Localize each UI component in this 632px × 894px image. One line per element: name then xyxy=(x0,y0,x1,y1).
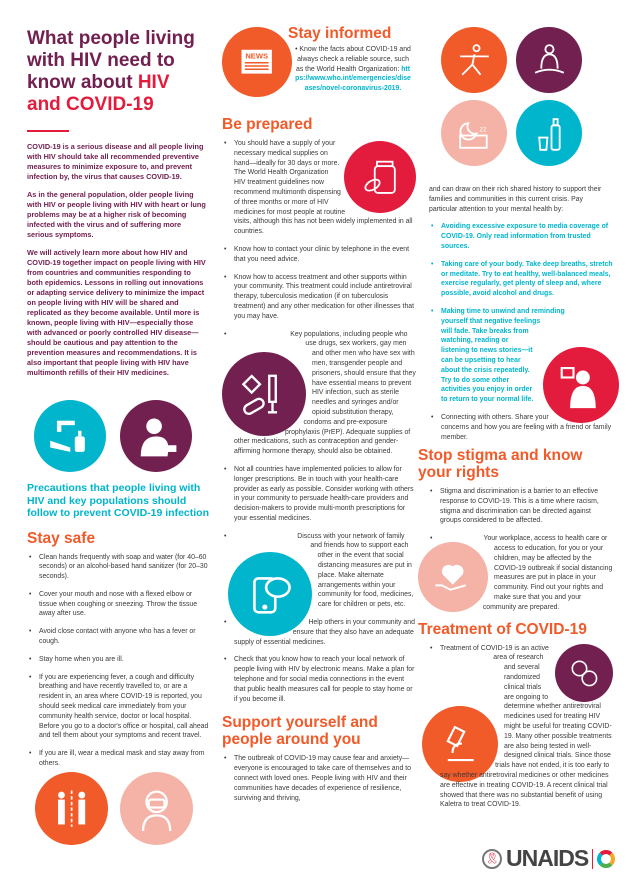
water-bottle-icon xyxy=(516,100,582,166)
unaids-logo xyxy=(482,845,615,872)
logo-divider xyxy=(592,849,593,869)
list-item: • Making time to unwind and reminding yourself that negative feelings will fade. Take breaks from watching, reading or listening to news stories—it can be upsetting to hear about the crisis repeatedly. Try to do some other activities you enjoy in order to return to your normal life. xyxy=(429,307,613,405)
list-item: • Avoiding excessive exposure to media coverage of COVID-19. Only read information from trusted sources. xyxy=(429,222,613,251)
intro xyxy=(27,142,207,378)
list-item: • The outbreak of COVID-19 may cause fear and anxiety—everyone is encouraged to take care of themselves and to connect with loved ones. People living with HIV and their communities have decades of experience of resilience, surviving and thriving, xyxy=(222,754,416,803)
list-item: • You should have a supply of your necessary medical supplies on hand—ideally for 30 days or more. The World Health Organization HIV treatment guidelines now recommend multimonth dispensing of three months or more of HIV medicines for most people at routine visits, although this has not been widely implemented in all countries. xyxy=(222,139,416,237)
virus-icon xyxy=(555,644,613,702)
intro-paragraph: As in the general population, older people living with HIV or people living with HIV with heart or lung problems may be at a higher risk of becoming infected with the virus and of suffering more serious symptoms. xyxy=(27,190,206,239)
list-item: • Discuss with your network of family and friends how to support each other in the event that social distancing measures are put in place. Make alternate arrangements within your community for food, medicines, care for children or pets, etc. xyxy=(222,532,416,610)
list-item: • Your workplace, access to health care or access to education, for you or your children, may be affected by the COVID-19 outbreak if social distancing measures are put in place in your community. Find out your rights and make sure that you and your community are prepared. xyxy=(428,534,613,612)
list-item: • Taking care of your body. Take deep breaths, stretch or meditate. Try to eat healthy, well-balanced meals, exercise regularly, get plenty of sleep and, where possible, avoid alcohol and drugs. xyxy=(429,260,613,299)
exercise-icon xyxy=(441,27,507,93)
stay-informed-text: • Know the facts about COVID-19 and always check a reliable source, such as the World Health Organization: https://www.who.int/emergencies/diseases/novel-coronavirus-2019. xyxy=(295,46,411,93)
list-item: • Treatment of COVID-19 is an active area of research and several randomized clinical trials are ongoing to determine whether antiretroviral medicines used for treating HIV might be useful for treating COVID-19. Many other possible treatments are also being tested in well-designed clinical trials. Since those trials have not ended, it is too early to say whether antiretroviral medicines or other medicines are effective in treating COVID-19. A recent clinical trial showed that there was no substantial benefit of using Kaletra to treat COVID-19. xyxy=(428,644,613,811)
meditation-icon xyxy=(516,27,582,93)
heart-hand-icon xyxy=(418,542,488,612)
list-item: • If you are experiencing fever, a cough and difficulty breathing and have recently travelled to, or are a resident in, an area where COVID-19 is reported, you should seek medical care immediately from your community health service, doctor or local hospital. Before you go to a doctor's office or hospital, call ahead and tell them about your symptoms and recent travel. xyxy=(27,673,212,742)
list-item: • Know how to access treatment and other supports within your community. This treatment could include antiretroviral therapy, tuberculosis medication (if on tuberculosis treatment) and any other medication for other illnesses that you may have. xyxy=(222,273,416,322)
microscope-icon xyxy=(422,706,498,782)
list-item: • Avoid close contact with anyone who has a fever or cough. xyxy=(27,627,212,647)
who-link[interactable]: https://www.who.int/emergencies/diseases/novel-coronavirus-2019. xyxy=(295,65,411,93)
list-item: • Clean hands frequently with soap and water (for 40–60 seconds) or an alcohol-based hand sanitizer (for 20–30 seconds). xyxy=(27,553,212,582)
list-item: • If you are ill, wear a medical mask and stay away from others. xyxy=(27,749,212,769)
list-item: • Cover your mouth and nose with a flexed elbow or tissue when coughing or sneezing. Throw the tissue away after use. xyxy=(27,590,212,619)
support-continued: and can draw on their rich shared history to support their families and communities in this current crisis. Pay particular attention to your mental health by: xyxy=(429,186,602,213)
title-rule xyxy=(27,130,69,132)
list-item: • Stay home when you are ill. xyxy=(27,655,212,665)
precautions-heading: Precautions that people living with HIV and key populations should follow to prevent COVID-19 infection xyxy=(27,482,210,519)
stay-safe-heading: Stay safe xyxy=(27,529,96,547)
syringe-condom-pill-icon xyxy=(222,352,306,436)
intro-paragraph: COVID-19 is a serious disease and all people living with HIV should take all recommended preventive measures to minimize exposure to, and prevent infection by, the virus that causes COVID-19. xyxy=(27,142,204,181)
sdg-wheel-icon xyxy=(597,850,615,868)
list-item: • Connecting with others. Share your concerns and how you are feeling with a friend or family member. xyxy=(429,413,613,442)
list-item: • Key populations, including people who use drugs, sex workers, gay men and other men who have sex with men, transgender people and prisoners, should ensure that they have essential means to prevent HIV infection, such as sterile needles and syringes and/or opioid substitution therapy, condoms and pre-exposure prophylaxis (PrEP). Adequate supplies of other medications, such as contraception and gender-affirming hormone therapy, should also be obtained. xyxy=(222,330,416,457)
list-item: • Help others in your community and ensure that they also have an adequate supply of essential medicines. xyxy=(222,618,416,647)
stay-informed-heading: Stay informed xyxy=(288,25,392,42)
sleep-icon xyxy=(441,100,507,166)
sneeze-tissue-icon xyxy=(120,400,192,472)
svg-text:zz: zz xyxy=(479,124,487,133)
un-emblem-icon: 🎗 xyxy=(482,849,502,869)
logo-text: UNAIDS xyxy=(506,845,589,871)
handwashing-icon xyxy=(34,400,106,472)
treatment-heading: Treatment of COVID-19 xyxy=(418,620,587,638)
be-prepared-heading: Be prepared xyxy=(222,116,313,133)
person-speech-icon xyxy=(543,347,619,423)
list-item: • Know how to contact your clinic by telephone in the event that you need advice. xyxy=(222,245,416,265)
social-distancing-icon xyxy=(35,772,108,845)
svg-text:NEWS: NEWS xyxy=(245,51,269,61)
support-heading: Support yourself and people around you xyxy=(222,714,378,749)
news-icon xyxy=(222,27,292,97)
page-title: What people living with HIV need to know about HIV and COVID-19 xyxy=(27,28,195,115)
intro-paragraph: We will actively learn more about how HIV and COVID-19 together impact on people living with HIV from countries and communities responding to both epidemics. Lessons in rolling out innovations or adapting service delivery to minimize the impact on people living with HIV will be shared and replicated as they become available. Until more is known, people living with HIV—especially those with advanced or poorly controlled HIV disease—should be cautious and pay attention to the prevention measures and recommendations. It is also important that people living with HIV have multimonth refills of their HIV medicines. xyxy=(27,248,206,377)
list-item: • Check that you know how to reach your local network of people living with HIV by electronic means. Make a plan for telephone and for social media connections in the event that public health measures call for people to stay home or if you become ill. xyxy=(222,655,416,704)
list-item: • Not all countries have implemented policies to allow for longer prescriptions. Be in touch with your health-care provider as early as possible. Consider working with others in your community to persuade health-care providers and decision-makers to provide multi-month prescriptions for your essential medicines. xyxy=(222,465,416,524)
stigma-heading: Stop stigma and know your rights xyxy=(418,447,583,481)
medical-mask-icon xyxy=(120,772,193,845)
list-item: • Stigma and discrimination is a barrier to an effective response to COVID-19. This is a time where racism, stigma and discrimination can be directed against groups considered to be affected. xyxy=(428,487,613,526)
stay-safe-list xyxy=(27,553,212,769)
